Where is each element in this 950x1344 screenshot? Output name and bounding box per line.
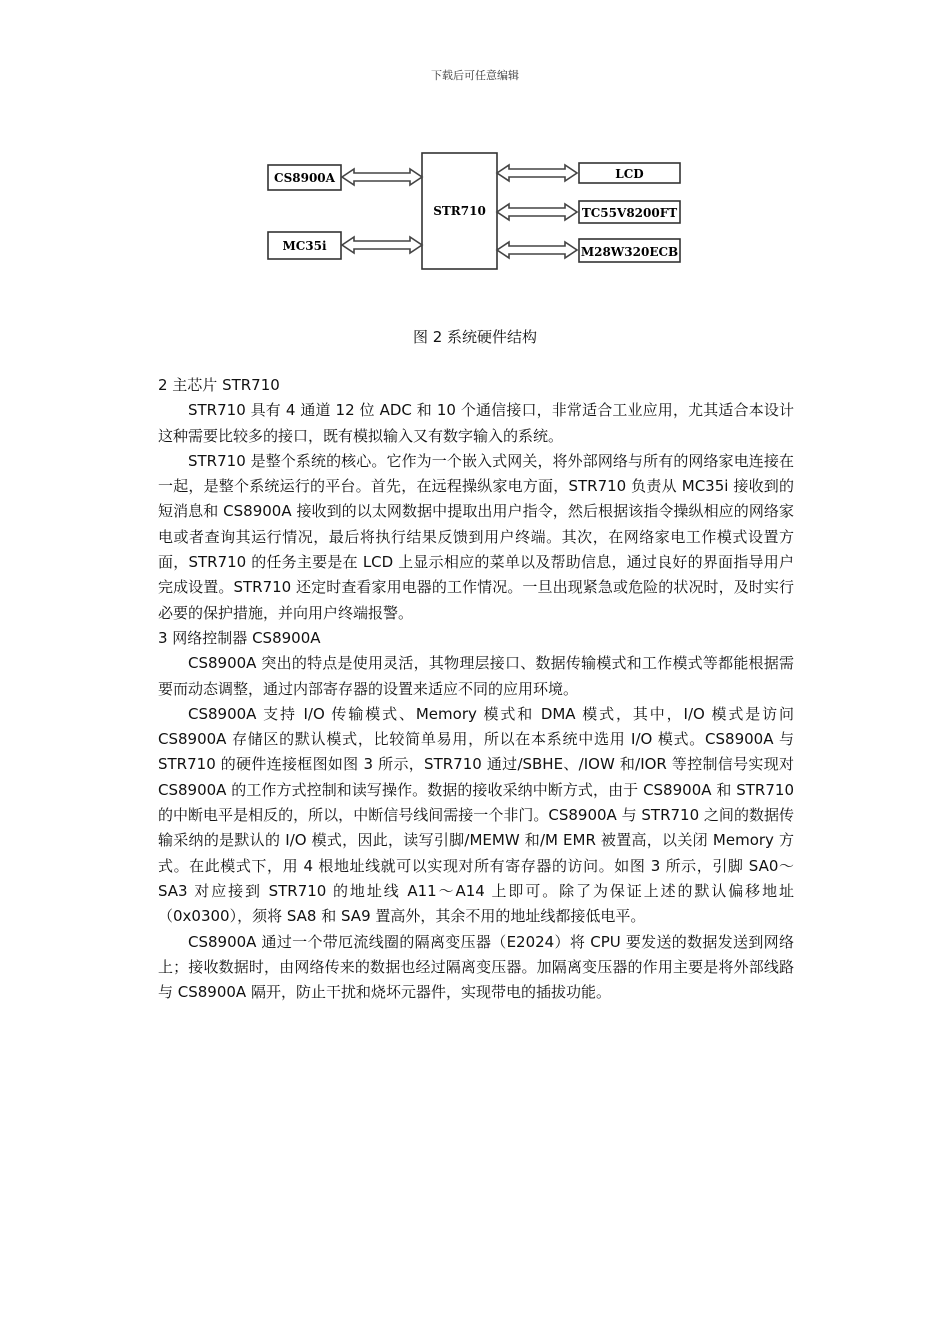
section-2-paragraph-2: STR710 是整个系统的核心。它作为一个嵌入式网关，将外部网络与所有的网络家电连接在一起，是整个系统运行的平台。首先，在远程操纵家电方面，STR710 负责从 MC35i 接收到的短消息和 CS8900A 接收到的以太网数据中提取出用户指令，然后根据该指令操纵相应的网络家电或者查询其运行情况，最后将执行结果反馈到用户终端。其次，在网络家电工作模式设置方面，STR710 的任务主要是在 LCD 上显示相应的菜单以及帮助信息，通过良好的界面指导用户完成设置。STR710 还定时查看家用电器的工作情况。一旦出现紧急或危险的状况时，及时实行必要的保护措施，并向用户终端报警。 <box>158 451 794 622</box>
arrow-mc35i-str710 <box>342 237 422 253</box>
arrow-str710-tc55v8200ft <box>497 204 577 220</box>
section-2-heading: 2 主芯片 STR710 <box>158 376 280 394</box>
figure-caption: 图 2 系统硬件结构 <box>412 328 538 346</box>
document-body <box>158 373 794 1005</box>
tc55v8200ft-label: TC55V8200FT <box>581 206 678 220</box>
arrow-str710-lcd <box>497 165 577 181</box>
mc35i-label: MC35i <box>282 239 327 253</box>
m28w320ecb-label: M28W320ECB <box>580 245 679 259</box>
arrow-cs8900a-str710 <box>342 169 422 185</box>
hardware-block-diagram <box>0 0 950 300</box>
section-2-paragraph-1: STR710 具有 4 通道 12 位 ADC 和 10 个通信接口，非常适合工业应用，尤其适合本设计这种需要比较多的接口，既有模拟输入又有数字输入的系统。 <box>158 401 794 445</box>
cs8900a-label: CS8900A <box>274 171 335 185</box>
section-3-paragraph-1: CS8900A 突出的特点是使用灵活，其物理层接口、数据传输模式和工作模式等都能根据需要而动态调整，通过内部寄存器的设置来适应不同的应用环境。 <box>158 654 794 698</box>
lcd-label: LCD <box>615 167 644 181</box>
page-header: 下载后可任意编辑 <box>431 69 519 82</box>
section-3-heading: 3 网络控制器 CS8900A <box>158 628 321 647</box>
arrow-str710-m28w320ecb <box>497 242 577 258</box>
section-3-paragraph-3: CS8900A 通过一个带厄流线圈的隔离变压器（E2024）将 CPU 要发送的数据发送到网络上；接收数据时，由网络传来的数据也经过隔离变压器。加隔离变压器的作用主要是将外部线路与 CS8900A 隔开，防止干扰和烧坏元器件，实现带电的插拔功能。 <box>158 932 794 1002</box>
str710-label: STR710 <box>433 204 486 218</box>
section-3-paragraph-2: CS8900A 支持 I/O 传输模式、Memory 模式和 DMA 模式，其中，I/O 模式是访问 CS8900A 存储区的默认模式，比较简单易用，所以在本系统中选用 I/O 模式。CS8900A 与 STR710 的硬件连接框图如图 3 所示，STR710 通过/SBHE、/IOW 和/IOR 等控制信号实现对 CS8900A 的工作方式控制和读写操作。数据的接收采纳中断方式，由于 CS8900A 和 STR710 的中断电平是相反的，所以，中断信号线间需接一个非门。CS8900A 与 STR710 之间的数据传输采纳的是默认的 I/O 模式，因此，读写引脚/MEMW 和/M EMR 被置高，以关闭 Memory 方式。在此模式下，用 4 根地址线就可以实现对所有寄存器的访问。如图 3 所示，引脚 SA0～SA3 对应接到 STR710 的地址线 A11～A14 上即可。除了为保证上述的默认偏移地址（0x0300），须将 SA8 和 SA9 置高外，其余不用的地址线都接低电平。 <box>158 704 794 926</box>
